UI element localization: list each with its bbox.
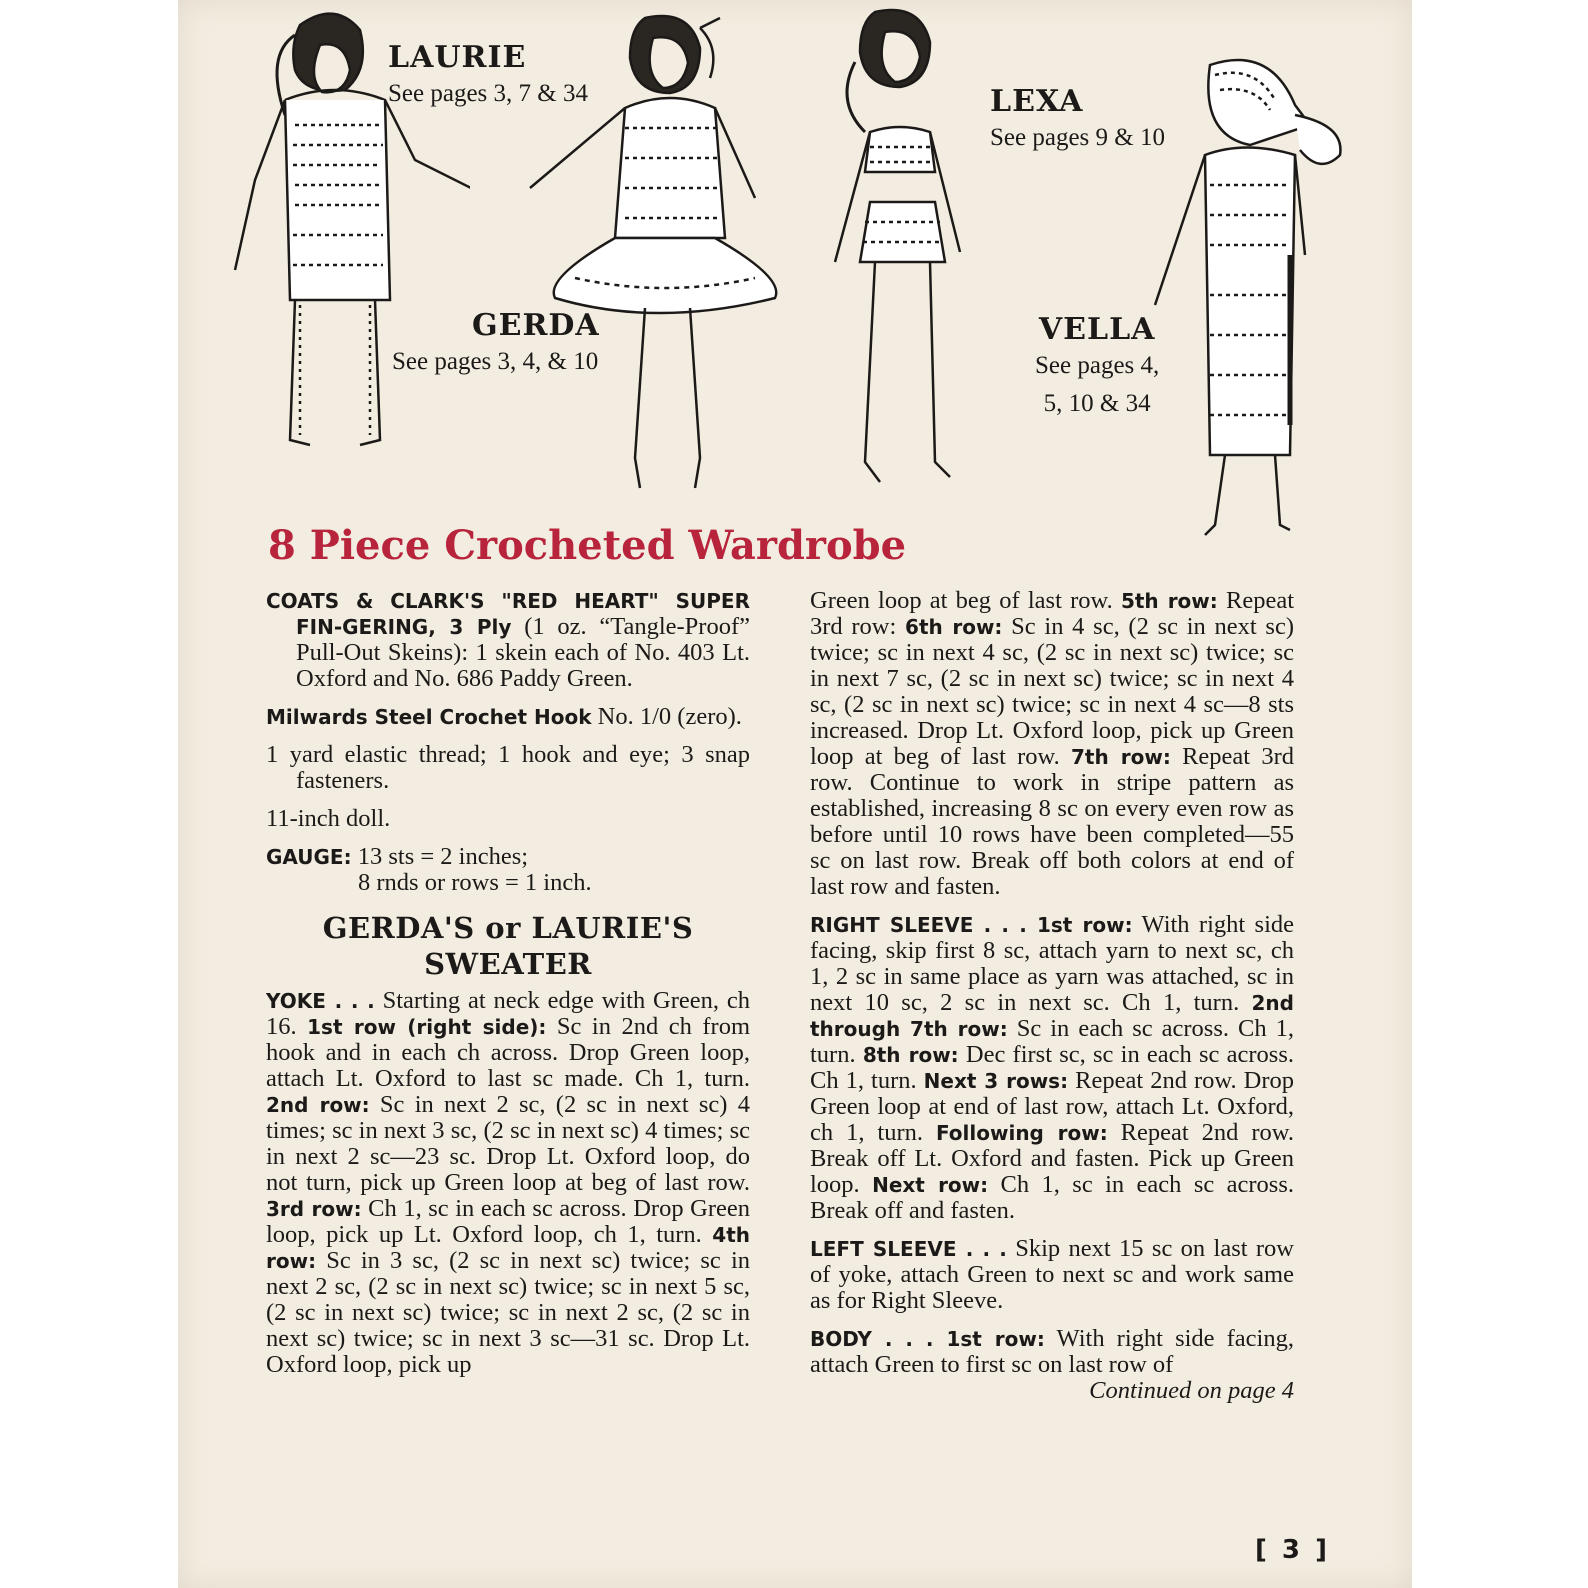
body-instructions (810, 1326, 1294, 1378)
hook-text: No. 1/0 (zero). (591, 703, 742, 730)
right-column (810, 588, 1294, 1404)
row-label: 4th row: (266, 1223, 750, 1273)
materials-hook (266, 704, 750, 730)
doll-label-lexa (990, 84, 1165, 157)
row-label: 6th row: (905, 615, 1003, 639)
doll-pages: 5, 10 & 34 (1043, 390, 1151, 417)
doll-name: LAURIE (388, 40, 527, 75)
vella-doll-illustration (1145, 55, 1355, 545)
text: Dec first sc, sc in each sc across. Ch 1, turn. (810, 1041, 1294, 1094)
row-label: 5th row: (1120, 589, 1218, 613)
doll-name: GERDA (472, 308, 600, 343)
doll-pages: See pages 4, (1035, 352, 1160, 379)
text: Sc in 2nd ch from hook and in each ch across. Drop Green loop, attach Lt. Oxford to last sc made. Ch 1, turn. (266, 1013, 751, 1092)
row-label: Following row: (935, 1121, 1108, 1145)
doll-name: VELLA (1038, 312, 1156, 347)
text: Sc in next 2 sc, (2 sc in next sc) 4 times; sc in next 3 sc, (2 sc in next sc) 4 times; sc in next 2 sc—23 sc. Drop Lt. Oxford loop, do not turn, pick up Green loop at beg of last row. (266, 1091, 750, 1196)
row-label: Next 3 rows: (923, 1069, 1069, 1093)
doll-pages: See pages 3, 7 & 34 (388, 80, 588, 107)
page-title: 8 Piece Crocheted Wardrobe (268, 522, 907, 569)
text: Ch 1, sc in each sc across. Break off and fasten. (810, 1171, 1294, 1224)
row-label: Next row: (872, 1173, 989, 1197)
materials-notions: 1 yard elastic thread; 1 hook and eye; 3 snap fasteners. (266, 741, 750, 794)
gauge-label: GAUGE: (266, 845, 352, 869)
section-label: BODY . . . 1st row: (810, 1327, 1045, 1351)
text: Skip next 15 sc on last row of yoke, attach Green to next sc and work same as for Right Sleeve. (810, 1235, 1295, 1314)
section-title (266, 910, 750, 982)
text: With right side facing, skip first 8 sc, attach yarn to next sc, ch 1, 2 sc in same place as yarn was attached, sc in next 10 sc, 2 sc in next sc. Ch 1, turn. (810, 911, 1294, 1016)
text: Repeat 3rd row: (810, 587, 1295, 640)
doll-pages: See pages 3, 4, & 10 (392, 348, 599, 375)
doll-pages: See pages 9 & 10 (990, 124, 1165, 151)
gauge (266, 844, 750, 896)
row-label: 7th row: (1071, 745, 1171, 769)
text: Sc in each sc across. Ch 1, turn. (810, 1015, 1294, 1068)
text: Starting at neck edge with Green, ch 16. (266, 987, 750, 1040)
row-label: 3rd row: (266, 1197, 362, 1221)
text: Sc in 4 sc, (2 sc in next sc) twice; sc in next 4 sc, (2 sc in next sc) twice; sc in next 7 sc, (2 sc in next sc) twice; sc in next 4 sc, (2 sc in next sc) twice; sc in next 4 sc—8 sts increased. Drop Lt. Oxford loop, pick up Green loop at beg of last row. (810, 613, 1294, 770)
doll-name: LEXA (990, 84, 1084, 119)
section-label: LEFT SLEEVE . . . (810, 1237, 1007, 1261)
doll-label-laurie (388, 40, 588, 113)
yarn-label: COATS & CLARK'S "RED HEART" SUPER FIN-GERING, 3 Ply (266, 589, 750, 639)
row-label: 2nd through 7th row: (810, 991, 1294, 1041)
text: Repeat 2nd row. Break off Lt. Oxford and fasten. Pick up Green loop. (810, 1119, 1294, 1198)
row-label: 1st row (right side): (307, 1015, 547, 1039)
continued-note: Continued on page 4 (1089, 1377, 1294, 1404)
yoke-label: YOKE . . . (266, 989, 375, 1013)
text: Sc in 3 sc, (2 sc in next sc) twice; sc in next 2 sc, (2 sc in next sc) twice; sc in next 5 sc, (2 sc in next sc) twice; sc in next 2 sc, (2 sc in next sc) twice; sc in next 3 sc—31 sc. Drop Lt. Oxford loop, pick up (266, 1247, 750, 1378)
row-label: 2nd row: (266, 1093, 370, 1117)
section-title-line1: GERDA'S or LAURIE'S (322, 911, 694, 945)
doll-label-vella (1035, 312, 1159, 423)
left-column (266, 588, 750, 1390)
lexa-doll-illustration (820, 2, 980, 502)
text: Ch 1, sc in each sc across. Drop Green loop, pick up Lt. Oxford loop, ch 1, turn. (266, 1195, 750, 1248)
section-label: RIGHT SLEEVE . . . 1st row: (810, 913, 1133, 937)
materials-yarn (266, 588, 750, 692)
materials-doll: 11-inch doll. (266, 805, 391, 832)
hook-label: Milwards Steel Crochet Hook (266, 705, 592, 729)
text: Green loop at beg of last row. (810, 587, 1121, 614)
text: With right side facing, attach Green to first sc on last row of (810, 1325, 1294, 1378)
yoke-continued (810, 588, 1294, 900)
left-sleeve-instructions (810, 1236, 1294, 1314)
section-title-line2: SWEATER (424, 947, 592, 981)
text: Repeat 3rd row. Continue to work in stripe pattern as established, increasing 8 sc on every even row as before until 10 rows have been completed—55 sc on last row. Break off both colors at end of last row and fasten. (810, 743, 1294, 900)
right-sleeve-instructions (810, 912, 1294, 1224)
gauge-line2: 8 rnds or rows = 1 inch. (358, 869, 592, 896)
page-number: [ 3 ] (1255, 1535, 1330, 1565)
yoke-instructions (266, 988, 750, 1378)
row-label: 8th row: (862, 1043, 959, 1067)
text: Repeat 2nd row. Drop Green loop at end of last row, attach Lt. Oxford, ch 1, turn. (810, 1067, 1294, 1146)
yarn-text: (1 oz. “Tangle-Proof” Pull-Out Skeins): 1 skein each of No. 403 Lt. Oxford and No. 686 Paddy Green. (296, 613, 750, 692)
doll-label-gerda (392, 308, 600, 381)
gauge-line1: 13 sts = 2 inches; (351, 843, 529, 870)
